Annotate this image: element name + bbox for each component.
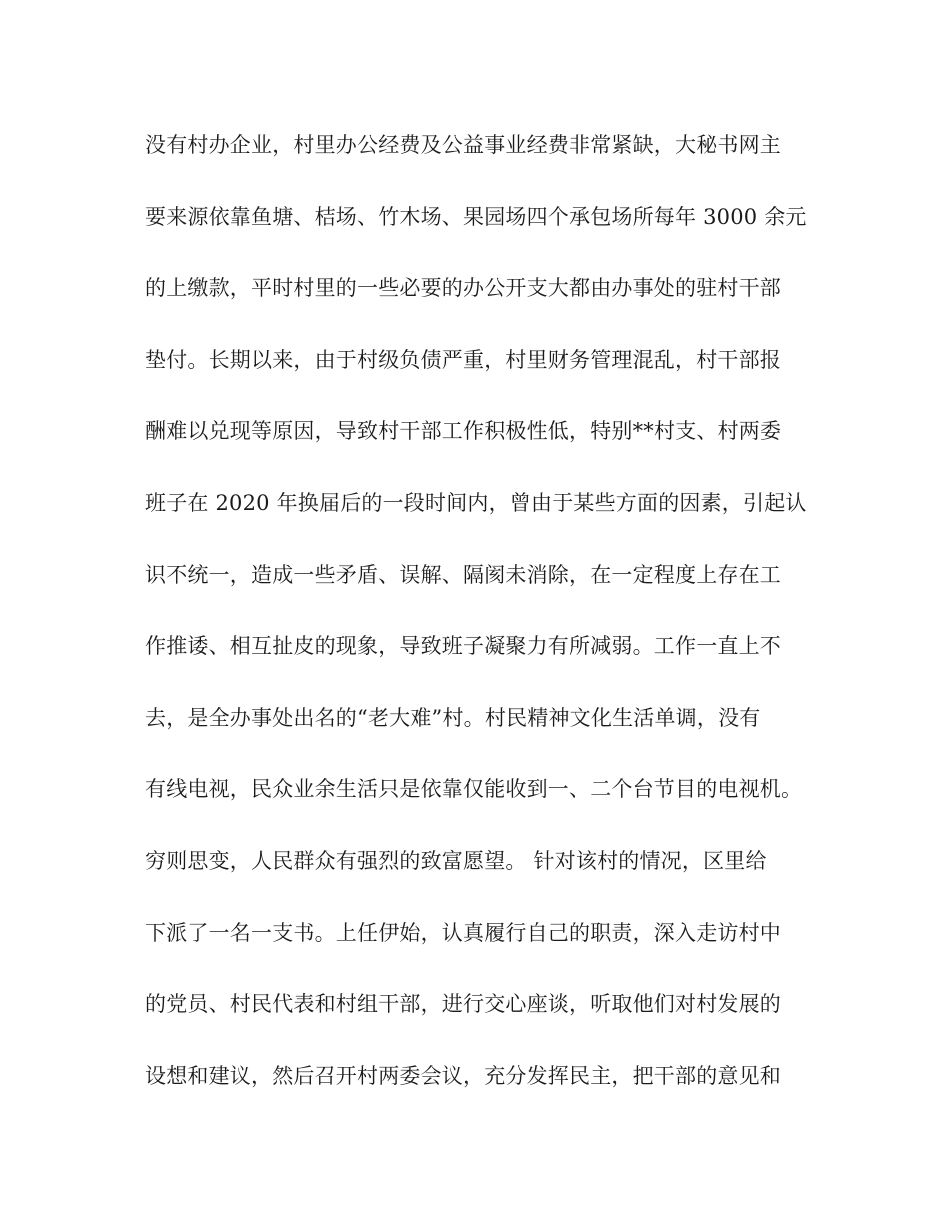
text-line: 作推诿、相互扯皮的现象，导致班子凝聚力有所减弱。工作一直上不	[145, 634, 781, 659]
body-text	[145, 120, 825, 1122]
text-line: 识不统一，造成一些矛盾、误解、隔阂未消除，在一定程度上存在工	[145, 562, 781, 587]
text-line: 酬难以兑现等原因，导致村干部工作积极性低，特别**村支、村两委	[145, 419, 782, 444]
text-line: 要来源依靠鱼塘、桔场、竹木场、果园场四个承包场所每年 3000 余元	[145, 204, 807, 229]
text-line: 有线电视，民众业余生活只是依靠仅能收到一、二个台节目的电视机。	[145, 777, 803, 802]
text-line: 垫付。长期以来，由于村级负债严重，村里财务管理混乱，村干部报	[145, 347, 781, 372]
text-line: 穷则思变，人民群众有强烈的致富愿望。 针对该村的情况，区里给	[145, 848, 767, 873]
text-line: 设想和建议，然后召开村两委会议，充分发挥民主，把干部的意见和	[145, 1063, 781, 1088]
text-line: 的上缴款，平时村里的一些必要的办公开支大都由办事处的驻村干部	[145, 276, 781, 301]
text-line: 没有村办企业，村里办公经费及公益事业经费非常紧缺，大秘书网主	[145, 133, 781, 157]
text-line: 下派了一名一支书。上任伊始，认真履行自己的职责，深入走访村中	[145, 920, 781, 945]
text-line: 的党员、村民代表和村组干部，进行交心座谈，听取他们对村发展的	[145, 992, 781, 1017]
text-line: 班子在 2020 年换届后的一段时间内，曾由于某些方面的因素，引起认	[145, 490, 807, 515]
text-line: 去，是全办事处出名的“老大难”村。村民精神文化生活单调，没有	[145, 705, 761, 730]
